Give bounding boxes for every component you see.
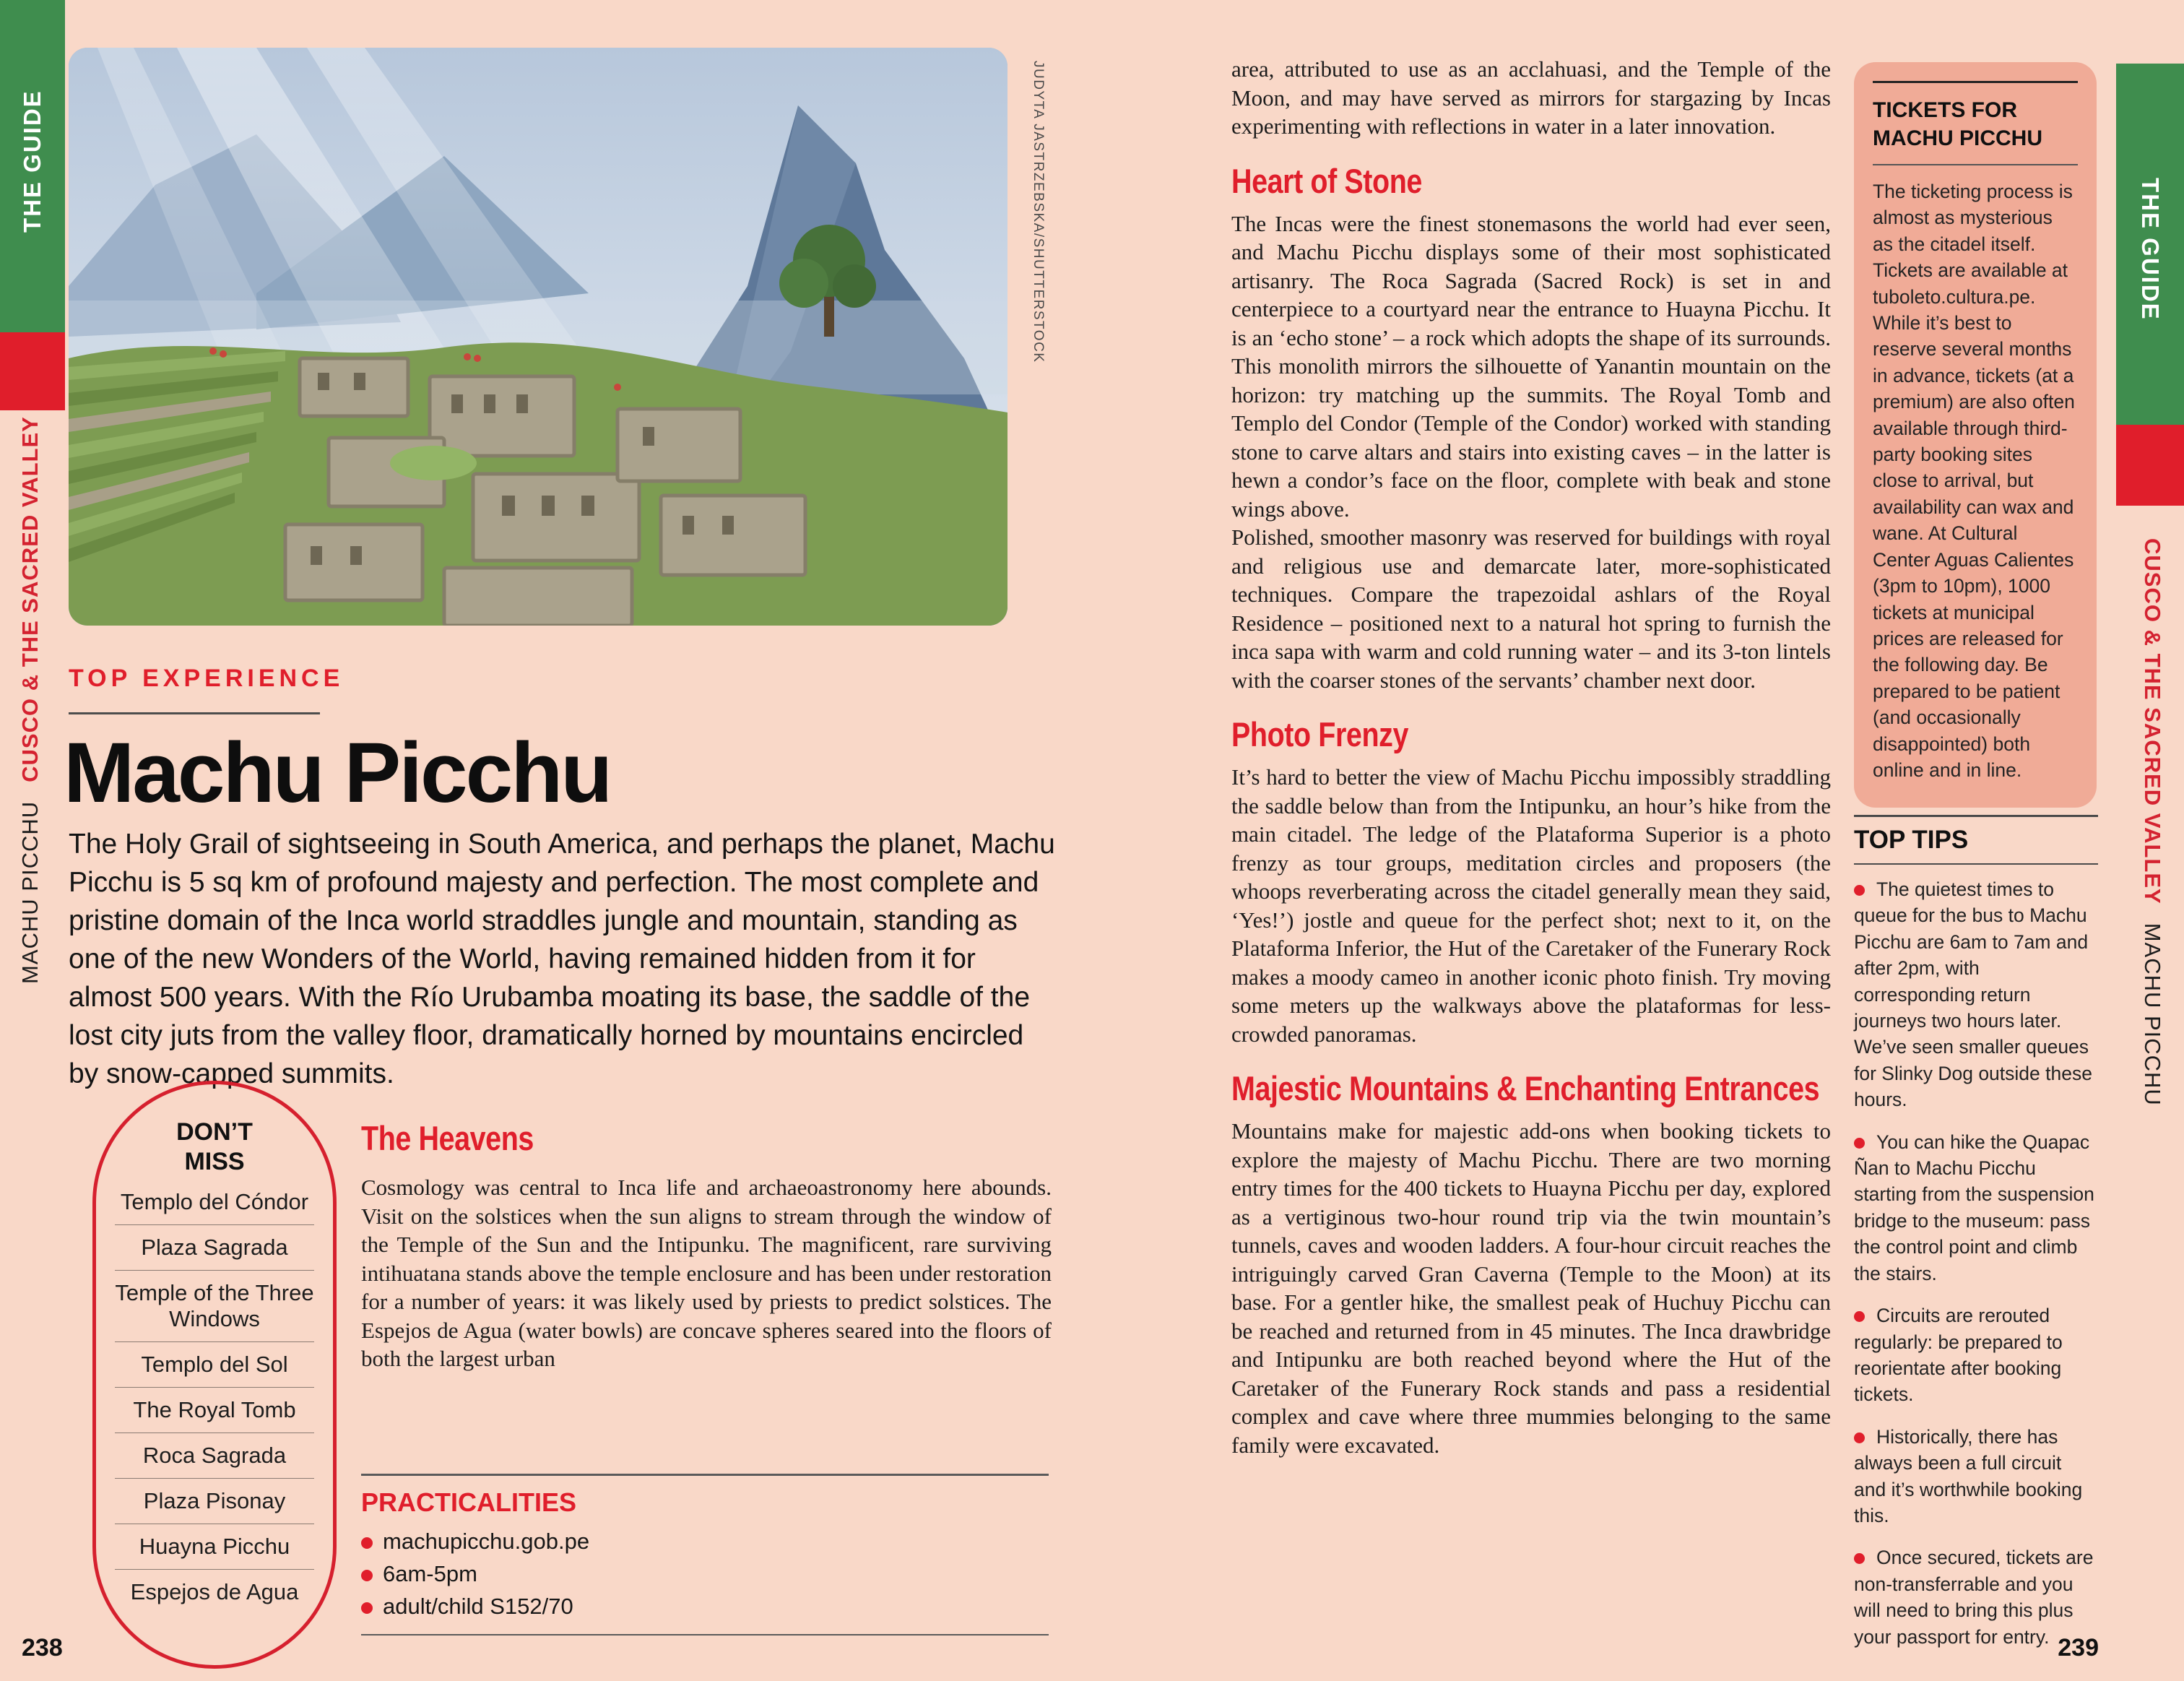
practicality-website: machupicchu.gob.pe	[383, 1528, 590, 1554]
bullet-icon	[1854, 1553, 1865, 1564]
machu-picchu-photo	[69, 48, 1008, 626]
bullet-icon	[361, 1602, 373, 1614]
tickets-body: The ticketing process is almost as mysterious as the citadel itself. Tickets are available at tuboleto.cultura.pe. While it’s best to reserve several months in advance, tickets (at a premium) are also often available through third-party booking sites close to arrival, but availability can wax and wane. At Cultural Center Aguas Calientes (3pm to 10pm), 1000 tickets at municipal prices are released for the following day. Be prepared to be patient (and occasionally disappointed) both online and in line.	[1873, 181, 2075, 781]
bullet-icon	[361, 1570, 373, 1581]
left-guide-label: THE GUIDE	[19, 90, 46, 233]
section-heading-majestic-mountains: Majestic Mountains & Enchanting Entrances	[1231, 1069, 1820, 1107]
section-heading-photo-frenzy: Photo Frenzy	[1231, 715, 1409, 753]
right-page-main-column	[1231, 55, 1831, 1459]
top-tips-title: TOP TIPS	[1854, 825, 1969, 854]
top-tips-rule-top	[1854, 815, 2098, 817]
section-heading-the-heavens: The Heavens	[361, 1119, 534, 1157]
list-item: Huayna Picchu	[115, 1524, 314, 1570]
right-page-number: 239	[2058, 1634, 2099, 1661]
practicalities-title: PRACTICALITIES	[361, 1487, 577, 1517]
tip-item: Once secured, tickets are non-transferrable and you will need to bring this plus your passport for entry.	[1854, 1547, 2094, 1648]
body-paragraph: The Incas were the finest stonemasons the world had ever seen, and Machu Picchu displays some of their most sophisticated artisanry. The Roca Sagrada (Sacred Rock) is set in and centerpiece to a courtyard near the entrance to Huayna Picchu. It is an ‘echo stone’ – a rock which adopts the shape of its surrounds. This monolith mirrors the silhouette of Yanantin mountain on the horizon: try matching up the summits. The Royal Tomb and Templo del Condor (Temple of the Condor) worked with standing stone to carve altars and stairs into existing caves – in the latter is hewn a condor’s face on the floor, complete with beak and stone wings above.	[1231, 210, 1831, 522]
bullet-icon	[361, 1537, 373, 1549]
right-edge-red-tab	[2116, 425, 2184, 506]
page-title: Machu Picchu	[64, 725, 611, 821]
practicality-hours: 6am-5pm	[383, 1560, 477, 1586]
dont-miss-title: DON’T MISS	[176, 1118, 253, 1175]
dont-miss-list	[115, 1180, 314, 1615]
bullet-icon	[1854, 1432, 1865, 1443]
tip-item: You can hike the Quapac Ñan to Machu Picchu starting from the suspension bridge to the museum: pass the control point and climb the stairs.	[1854, 1131, 2094, 1284]
left-page-number: 238	[22, 1634, 63, 1661]
section-heading-heart-of-stone: Heart of Stone	[1231, 161, 1422, 200]
tickets-rule-top	[1873, 81, 2078, 83]
practicalities-panel	[361, 1474, 1049, 1635]
top-tips-rule-under-title	[1854, 863, 2098, 865]
body-paragraph: Mountains make for majestic add-ons when booking tickets to explore the majesty of Machu Picchu. There are two morning entry times for the 400 tickets to Huayna Picchu per day, explored as a vertiginous two-hour round trip via the twin mountain’s tunnels, caves and wooden ladders. A four-hour circuit reaches the intriguingly carved Gran Caverna (Temple to the Moon) at its base. For a gentler hike, the smallest peak of Huchuy Picchu can be reached and returned from in 45 minutes. The Inca drawbridge and Intipunku are both reached beyond where the Hut of the Caretaker of the Funerary Rock stands and pass a residential complex and cave where three mummies belonging to the same family were excavated.	[1231, 1118, 1831, 1458]
list-item: Templo del Cóndor	[115, 1180, 314, 1225]
list-item: Plaza Sagrada	[115, 1225, 314, 1271]
eyebrow-rule	[69, 712, 320, 714]
practicality-price: adult/child S152/70	[383, 1593, 573, 1619]
right-guide-label: THE GUIDE	[2137, 178, 2164, 321]
right-chapter-label: CUSCO & THE SACRED VALLEY	[2140, 538, 2165, 904]
tickets-box	[1854, 62, 2097, 808]
right-edge-labels	[2139, 538, 2165, 1106]
list-item: Temple of the Three Windows	[115, 1271, 314, 1342]
body-paragraph: It’s hard to better the view of Machu Picchu impossibly straddling the saddle below than from the Intipunku, an hour’s hike from the main citadel. The ledge of the Plataforma Superior is a photo frenzy as tour groups, meditation circles and proposers (the whoops reverberating across the citadel generally mean they said, ‘Yes!’) jostle and queue for the perfect shot; next to it, on the Plataforma Inferior, the Hut of the Caretaker of the Funerary Rock makes a moody cameo in another iconic photo finish. Try moving some meters up the walkways above the plataformas for less-crowded panoramas.	[1231, 764, 1831, 1047]
list-item: Espejos de Agua	[130, 1579, 299, 1604]
list-item: Roca Sagrada	[115, 1433, 314, 1479]
left-chapter-label: CUSCO & THE SACRED VALLEY	[17, 416, 43, 782]
bullet-icon	[1854, 1138, 1865, 1149]
list-item	[361, 1525, 1049, 1557]
the-heavens-paragraph: Cosmology was central to Inca life and archaeoastronomy here abounds. Visit on the solstices when the sun aligns to stream through the window of the Temple of the Sun and the Intipunku. The magnificent, rare surviving intihuatana stands above the temple enclosure and has been under restoration for a number of years: it was likely used by priests to predict solstices. The Espejos de Agua (water bowls) are concave spheres seared into the floors of both the largest urban	[361, 1175, 1052, 1371]
tip-item: Historically, there has always been a full circuit and it’s worthwhile booking this.	[1854, 1425, 2083, 1526]
left-edge-red-tab	[0, 332, 65, 410]
body-paragraph: Polished, smoother masonry was reserved for buildings with royal and religious use and demarcate later, more-sophisticated techniques. Compare the trapezoidal ashlars of the Royal Residence – positioned next to a natural hot spring to furnish the inca sapa with warm and cold running water – and its 3-ton lintels with the coarser stones of the servants’ chamber next door.	[1231, 524, 1831, 693]
tickets-title: TICKETS FOR MACHU PICCHU	[1873, 98, 2042, 150]
top-tips-panel	[1854, 815, 2098, 1666]
dont-miss-panel	[92, 1081, 337, 1669]
list-item: Plaza Pisonay	[115, 1479, 314, 1524]
list-item	[361, 1557, 1049, 1590]
tickets-rule-under-title	[1873, 164, 2078, 165]
machu-picchu-photo-illustration	[69, 48, 1008, 626]
practicalities-list	[361, 1525, 1049, 1622]
left-edge-labels	[17, 416, 43, 984]
continued-paragraph: area, attributed to use as an acclahuasi, and the Temple of the Moon, and may have served as mirrors for stargazing by Incas experimenting with reflections in water in a later innovation.	[1231, 56, 1831, 139]
right-section-label: MACHU PICCHU	[2140, 922, 2165, 1106]
list-item: The Royal Tomb	[115, 1388, 314, 1433]
bullet-icon	[1854, 885, 1865, 896]
practicalities-rule-top	[361, 1474, 1049, 1476]
list-item: Templo del Sol	[115, 1342, 314, 1388]
tip-item: Circuits are rerouted regularly: be prepared to reorientate after booking tickets.	[1854, 1305, 2063, 1406]
top-experience-label: TOP EXPERIENCE	[69, 665, 344, 692]
bullet-icon	[1854, 1311, 1865, 1322]
tip-item: The quietest times to queue for the bus to Machu Picchu are 6am to 7am and after 2pm, with corresponding return journeys two hours later. We’ve seen smaller queues for Slinky Dog outside these hours.	[1854, 878, 2092, 1111]
left-section-label: MACHU PICCHU	[17, 800, 43, 984]
intro-paragraph: The Holy Grail of sightseeing in South America, and perhaps the planet, Machu Picchu is 5 sq km of profound majesty and perfection. The most complete and pristine domain of the Inca world straddles jungle and mountain, standing as one of the new Wonders of the World, having remained hidden from it for almost 500 years. With the Río Urubamba moating its base, the saddle of the lost city juts from the valley floor, dramatically horned by mountains encircled by snow-capped summits.	[69, 829, 1055, 1089]
practicalities-rule-bottom	[361, 1634, 1049, 1636]
list-item	[361, 1590, 1049, 1622]
photo-credit: JUDYTA JASTRZEBSKA/SHUTTERSTOCK	[1031, 61, 1046, 363]
